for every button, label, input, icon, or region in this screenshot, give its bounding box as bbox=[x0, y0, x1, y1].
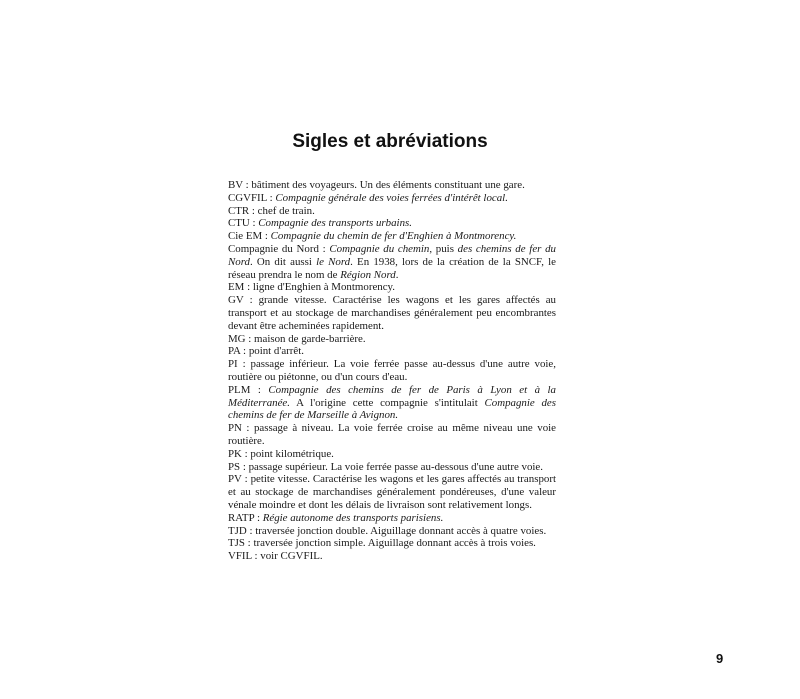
abbreviation-term: Cie EM bbox=[228, 230, 263, 243]
abbreviation-definition: Compagnie du chemin bbox=[329, 242, 430, 255]
abbreviation-definition: voir CGVFIL. bbox=[260, 550, 323, 563]
abbreviation-definition: petite vitesse. Caractérise les wagons et les gares affectés au transport et au stockage de marchandises généralement pondéreuses, d'une valeur vénale moindre et dont les délais de livraison sont relativement longs. bbox=[228, 473, 556, 511]
abbreviation-separator: : bbox=[241, 473, 251, 486]
abbreviation-definition: chef de train. bbox=[257, 204, 315, 217]
abbreviation-term: PLM bbox=[228, 383, 251, 396]
abbreviation-term: VFIL bbox=[228, 550, 252, 563]
abbreviation-entry bbox=[228, 179, 556, 192]
abbreviation-definition: des chemins de fer du Nord bbox=[228, 242, 556, 268]
abbreviation-entry bbox=[228, 294, 556, 332]
abbreviation-separator: : bbox=[243, 294, 259, 307]
abbreviation-separator: : bbox=[244, 281, 253, 294]
page-title: Sigles et abréviations bbox=[292, 131, 488, 152]
abbreviation-separator: : bbox=[249, 217, 259, 230]
abbreviation-definition: Compagnie des chemins de fer de Marseille à Avignon. bbox=[228, 396, 556, 422]
abbreviation-list bbox=[228, 179, 556, 563]
abbreviation-definition: maison de garde-barrière. bbox=[254, 332, 366, 345]
abbreviation-entry bbox=[228, 461, 556, 474]
abbreviation-entry bbox=[228, 281, 556, 294]
abbreviation-definition: Compagnie des transports urbains. bbox=[258, 217, 412, 230]
abbreviation-definition: Région Nord bbox=[340, 268, 396, 281]
abbreviation-term: CTR bbox=[228, 204, 250, 217]
abbreviation-entry bbox=[228, 358, 556, 384]
abbreviation-separator: : bbox=[241, 447, 251, 460]
abbreviation-entry bbox=[228, 525, 556, 538]
abbreviation-definition: passage supérieur. La voie ferrée passe au-dessous d'une autre voie. bbox=[248, 460, 543, 473]
abbreviation-separator: : bbox=[318, 242, 330, 255]
abbreviation-separator: : bbox=[262, 230, 271, 243]
abbreviation-definition: . En 1938, lors de la création de la SNCF, le réseau prendra le nom de bbox=[228, 255, 556, 281]
abbreviation-definition: A l'origine cette compagnie s'intitulait bbox=[290, 396, 485, 409]
abbreviation-definition: passage à niveau. La voie ferrée croise au même niveau une voie routière. bbox=[228, 422, 556, 447]
abbreviation-separator: : bbox=[242, 179, 252, 191]
abbreviation-entry bbox=[228, 345, 556, 358]
abbreviation-definition: , puis bbox=[429, 242, 458, 255]
abbreviation-term: BV bbox=[228, 179, 243, 191]
abbreviation-definition: Compagnie des chemins de fer de Paris à Lyon et à la Méditerranée. bbox=[228, 383, 556, 409]
abbreviation-definition: traversée jonction simple. Aiguillage donnant accès à trois voies. bbox=[253, 537, 536, 550]
abbreviation-definition: Compagnie générale des voies ferrées d'intérêt local. bbox=[275, 191, 508, 204]
abbreviation-separator: : bbox=[237, 358, 251, 371]
abbreviation-term: CGVFIL bbox=[228, 191, 267, 204]
abbreviation-term: PS bbox=[228, 460, 241, 473]
abbreviation-definition: traversée jonction double. Aiguillage donnant accès à quatre voies. bbox=[255, 524, 547, 537]
abbreviation-separator: : bbox=[246, 524, 256, 537]
abbreviation-definition: . On dit aussi bbox=[250, 255, 317, 268]
abbreviation-separator: : bbox=[251, 550, 261, 563]
abbreviation-entry bbox=[228, 230, 556, 243]
abbreviation-term: GV bbox=[228, 294, 244, 307]
abbreviation-term: TJD bbox=[228, 524, 247, 537]
abbreviation-definition: point kilométrique. bbox=[250, 447, 334, 460]
abbreviation-term: CTU bbox=[228, 217, 250, 230]
abbreviation-term: MG bbox=[228, 332, 246, 345]
abbreviation-entry bbox=[228, 243, 556, 281]
abbreviation-term: Compagnie du Nord bbox=[228, 242, 319, 255]
page-number: 9 bbox=[716, 651, 724, 666]
abbreviation-separator: : bbox=[254, 511, 263, 524]
abbreviation-term: PA bbox=[228, 345, 241, 358]
abbreviation-entry bbox=[228, 512, 556, 525]
abbreviation-separator: : bbox=[245, 332, 255, 345]
abbreviation-separator: : bbox=[244, 537, 254, 550]
abbreviation-definition: bâtiment des voyageurs. Un des éléments constituant une gare. bbox=[251, 179, 525, 191]
abbreviation-separator: : bbox=[240, 460, 249, 473]
abbreviation-separator: : bbox=[249, 204, 258, 217]
abbreviation-definition: Compagnie du chemin de fer d'Enghien à Montmorency. bbox=[270, 230, 517, 243]
abbreviation-separator: : bbox=[241, 422, 254, 435]
abbreviation-entry bbox=[228, 448, 556, 461]
abbreviation-definition: ligne d'Enghien à Montmorency. bbox=[252, 281, 396, 294]
abbreviation-term: TJS bbox=[228, 537, 245, 550]
abbreviation-entry bbox=[228, 205, 556, 218]
abbreviation-entry bbox=[228, 550, 556, 563]
abbreviation-entry bbox=[228, 384, 556, 422]
abbreviation-definition: . bbox=[395, 268, 399, 281]
abbreviation-term: PI bbox=[228, 358, 238, 371]
abbreviation-entry bbox=[228, 537, 556, 550]
abbreviation-separator: : bbox=[250, 383, 269, 396]
abbreviation-entry bbox=[228, 333, 556, 346]
abbreviation-definition: passage inférieur. La voie ferrée passe au-dessus d'une autre voie, routière ou piétonne, ou d'un cours d'eau. bbox=[228, 358, 556, 383]
abbreviation-entry bbox=[228, 473, 556, 511]
abbreviation-term: PV bbox=[228, 473, 242, 486]
abbreviation-definition: grande vitesse. Caractérise les wagons et les gares affectés au transport et au stockage de marchandises généralement peu encombrantes devant être acheminées rapidement. bbox=[228, 294, 556, 332]
abbreviation-separator: : bbox=[266, 191, 276, 204]
abbreviation-term: PN bbox=[228, 422, 242, 435]
abbreviation-entry bbox=[228, 217, 556, 230]
abbreviation-entry bbox=[228, 192, 556, 205]
abbreviation-definition: le Nord bbox=[316, 255, 351, 268]
abbreviation-entry bbox=[228, 422, 556, 448]
abbreviation-definition: point d'arrêt. bbox=[248, 345, 304, 358]
abbreviation-term: PK bbox=[228, 447, 242, 460]
abbreviation-term: EM bbox=[228, 281, 245, 294]
abbreviation-separator: : bbox=[240, 345, 249, 358]
abbreviation-definition: Régie autonome des transports parisiens. bbox=[262, 511, 444, 524]
abbreviation-term: RATP bbox=[228, 511, 255, 524]
